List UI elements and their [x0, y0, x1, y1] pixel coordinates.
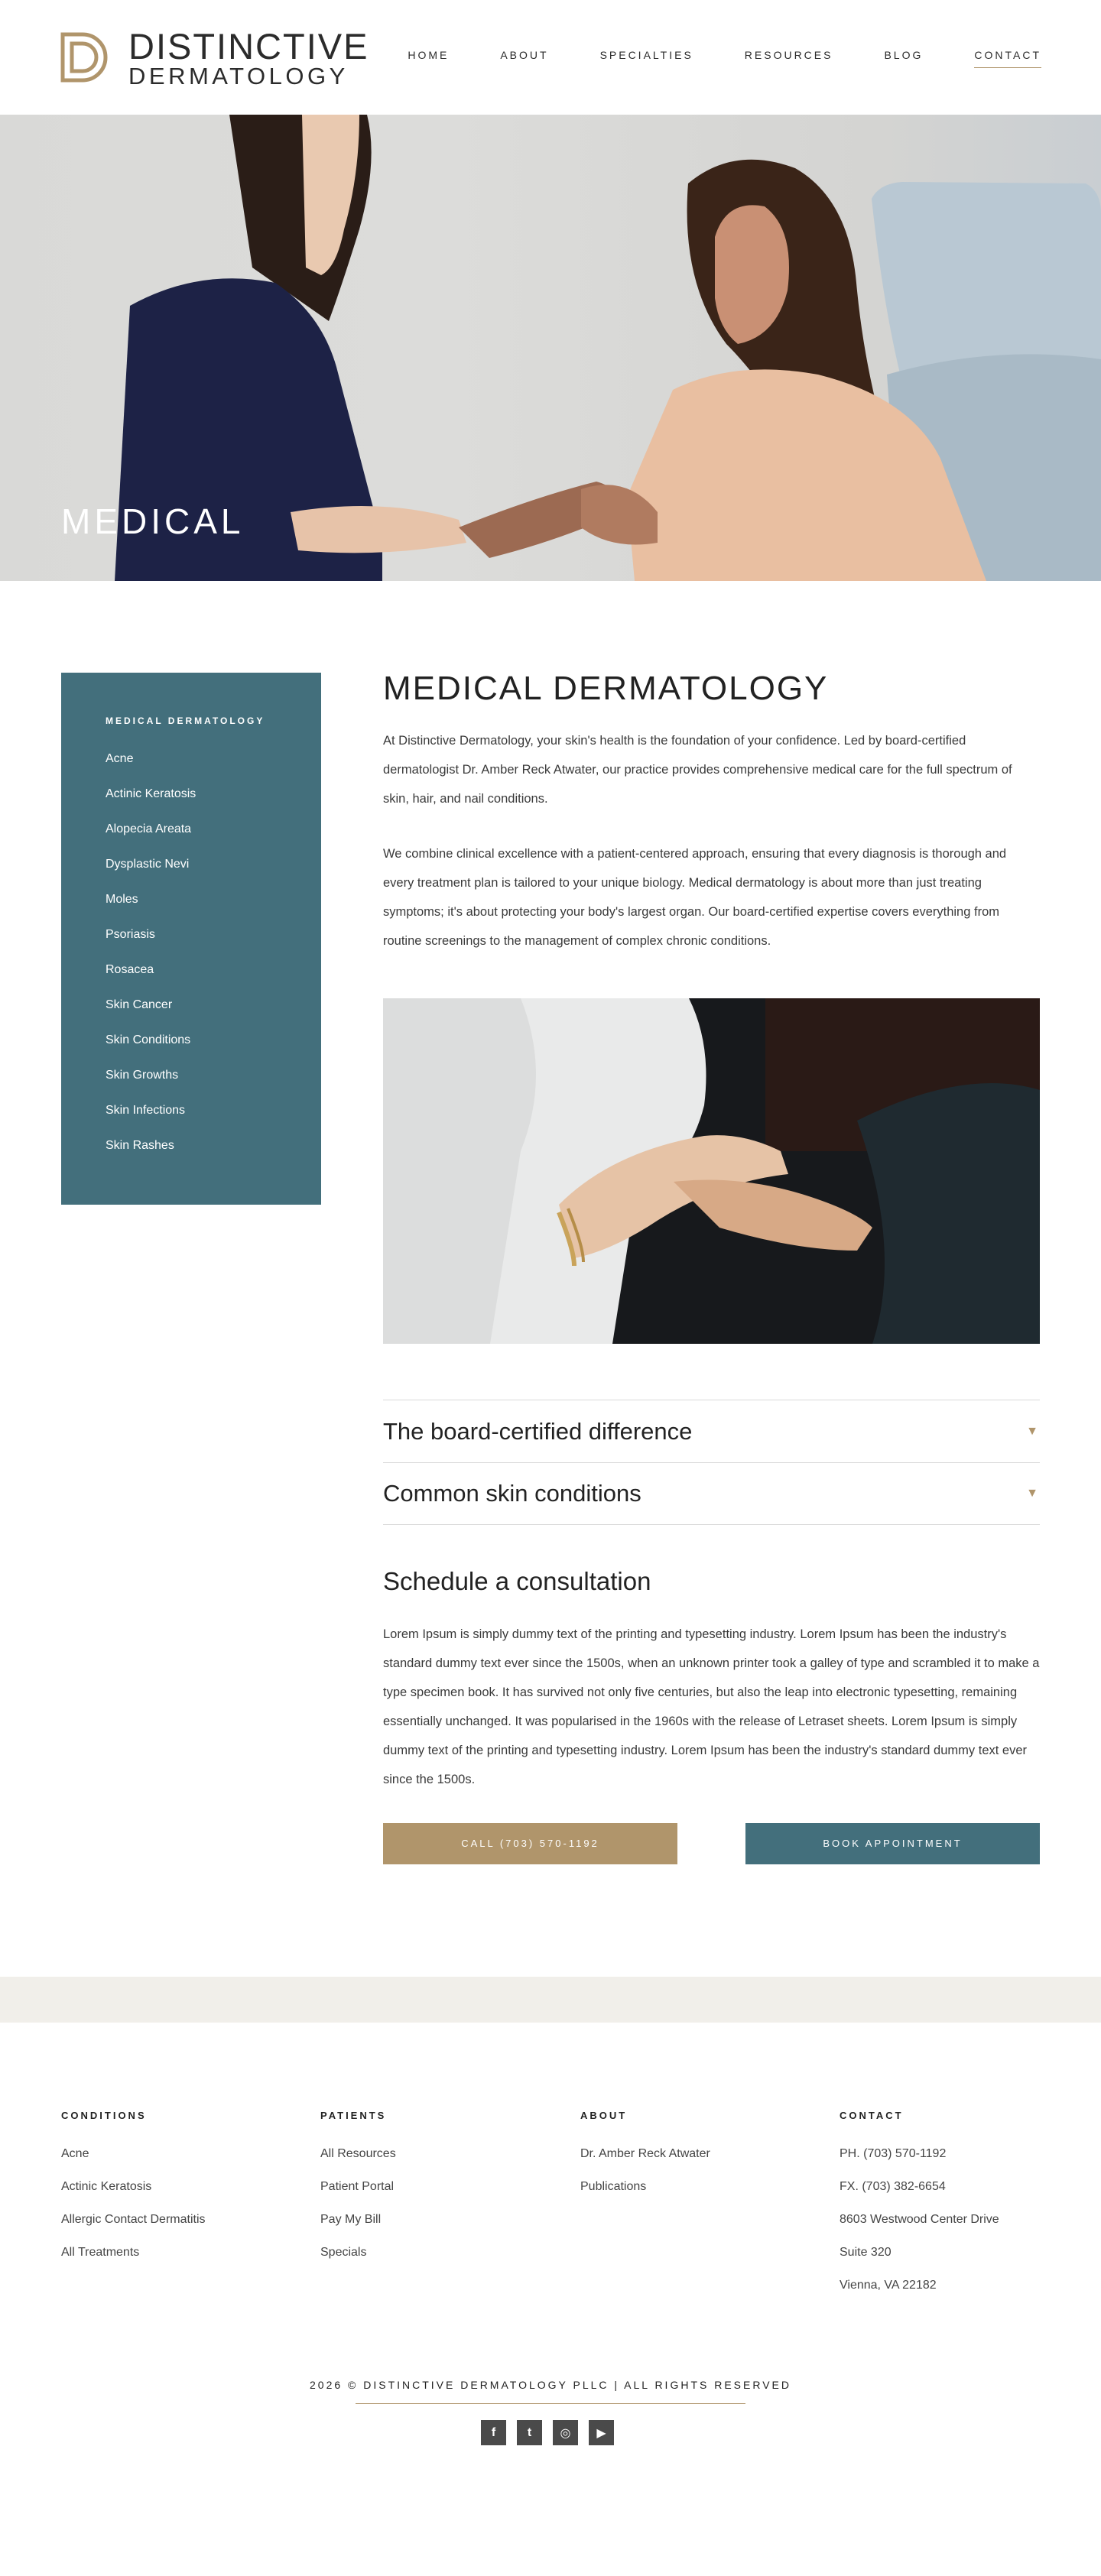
sidebar-item-actinic-keratosis[interactable]: Actinic Keratosis	[106, 787, 196, 800]
footer-link[interactable]: Acne	[61, 2147, 89, 2160]
chevron-down-icon: ▼	[1026, 1487, 1038, 1500]
accordion	[383, 1400, 1040, 1525]
intro-paragraph: At Distinctive Dermatology, your skin's health is the foundation of your confidence. Led by board-certified dermatologist Dr. Amber Reck Atwater, our practice provides comprehensive medical care for the full spectrum of skin, hair, and nail conditions.	[383, 734, 1012, 806]
nav-home[interactable]: HOME	[408, 49, 450, 61]
chevron-down-icon: ▼	[1026, 1424, 1038, 1438]
footer-link[interactable]: All Resources	[320, 2147, 396, 2160]
footer-link[interactable]: Allergic Contact Dermatitis	[61, 2213, 206, 2226]
youtube-icon[interactable]: ▶	[589, 2420, 614, 2445]
footer-heading: CONTACT	[840, 2110, 904, 2121]
footer-divider-band	[0, 1977, 1101, 2023]
call-button[interactable]: CALL (703) 570-1192	[383, 1823, 677, 1864]
sidebar-item-rosacea[interactable]: Rosacea	[106, 963, 154, 976]
schedule-heading: Schedule a consultation	[383, 1567, 651, 1595]
contact-address-suite: Suite 320	[840, 2246, 892, 2259]
accordion-title: The board-certified difference	[383, 1417, 693, 1445]
sidebar	[61, 673, 321, 1205]
footer-heading: ABOUT	[580, 2110, 628, 2121]
nav-specialties[interactable]: SPECIALTIES	[599, 49, 693, 61]
copyright: 2026 © DISTINCTIVE DERMATOLOGY PLLC | ALL RIGHTS RESERVED	[310, 2379, 791, 2391]
facebook-icon[interactable]: f	[481, 2420, 506, 2445]
logo-mark-icon	[60, 31, 112, 86]
sidebar-list	[106, 741, 321, 1163]
footer-about	[580, 2110, 810, 2213]
logo[interactable]	[60, 26, 369, 89]
footer-conditions	[61, 2110, 291, 2279]
copyright-divider	[356, 2403, 745, 2404]
schedule-body: Lorem Ipsum is simply dummy text of the printing and typesetting industry. Lorem Ipsum has been the industry's standard dummy text ever since the 1500s, when an unknown printer took a galley of type and scrambled it to make a type specimen book. It has survived not only five centuries, but also the leap into electronic typesetting, remaining essentially unchanged. It was popularised in the 1960s with the release of Letraset sheets. Lorem Ipsum is simply dummy text of the printing and typesetting industry. Lorem Ipsum has been the industry's standard dummy text ever since the 1500s.	[383, 1627, 1040, 1786]
hero-title: MEDICAL	[61, 501, 245, 541]
hero-banner	[0, 115, 1101, 581]
footer-link[interactable]: Actinic Keratosis	[61, 2180, 152, 2193]
accordion-item-common-conditions[interactable]	[383, 1462, 1040, 1525]
accordion-item-board-certified[interactable]	[383, 1400, 1040, 1462]
twitter-icon[interactable]: t	[517, 2420, 542, 2445]
sidebar-item-moles[interactable]: Moles	[106, 893, 138, 906]
sidebar-item-skin-rashes[interactable]: Skin Rashes	[106, 1139, 174, 1152]
contact-phone[interactable]: PH. (703) 570-1192	[840, 2147, 947, 2160]
instagram-icon[interactable]: ◎	[553, 2420, 578, 2445]
logo-line-2: DERMATOLOGY	[128, 63, 349, 89]
nav-blog[interactable]: BLOG	[884, 49, 924, 61]
accordion-title: Common skin conditions	[383, 1480, 641, 1507]
footer-heading: PATIENTS	[320, 2110, 387, 2121]
logo-line-1: DISTINCTIVE	[128, 26, 369, 67]
nav-resources[interactable]: RESOURCES	[744, 49, 833, 61]
site-footer	[0, 2023, 1101, 2576]
footer-contact	[840, 2110, 1069, 2312]
social-links	[481, 2420, 614, 2445]
site-header	[0, 0, 1101, 115]
page-title: MEDICAL DERMATOLOGY	[383, 670, 829, 707]
sidebar-item-skin-infections[interactable]: Skin Infections	[106, 1104, 186, 1117]
nav-about[interactable]: ABOUT	[500, 49, 549, 61]
footer-link[interactable]: All Treatments	[61, 2246, 140, 2259]
main-nav	[356, 49, 1041, 68]
book-appointment-button[interactable]: BOOK APPOINTMENT	[745, 1823, 1040, 1864]
sidebar-item-skin-growths[interactable]: Skin Growths	[106, 1069, 179, 1082]
footer-link[interactable]: Pay My Bill	[320, 2213, 382, 2226]
footer-link[interactable]: Patient Portal	[320, 2180, 395, 2193]
sidebar-item-skin-cancer[interactable]: Skin Cancer	[106, 998, 173, 1011]
sidebar-item-alopecia-areata[interactable]: Alopecia Areata	[106, 822, 192, 835]
footer-heading: CONDITIONS	[61, 2110, 147, 2121]
sidebar-title: MEDICAL DERMATOLOGY	[106, 715, 265, 726]
footer-link[interactable]: Dr. Amber Reck Atwater	[580, 2147, 710, 2160]
contact-fax: FX. (703) 382-6654	[840, 2180, 946, 2193]
schedule-section	[383, 1566, 1040, 1864]
contact-address-street: 8603 Westwood Center Drive	[840, 2213, 999, 2226]
consultation-photo	[383, 998, 1040, 1344]
main-content	[383, 670, 1040, 1849]
contact-address-city: Vienna, VA 22182	[840, 2279, 937, 2292]
sidebar-item-skin-conditions[interactable]: Skin Conditions	[106, 1033, 191, 1046]
sidebar-item-acne[interactable]: Acne	[106, 752, 134, 765]
footer-link[interactable]: Specials	[320, 2246, 367, 2259]
approach-paragraph: We combine clinical excellence with a patient-centered approach, ensuring that every diagnosis is thorough and every treatment plan is tailored to your unique biology. Medical dermatology is about more than just treating symptoms; it's about protecting your body's largest organ. Our board-certified expertise covers everything from routine screenings to the management of complex chronic conditions.	[383, 847, 1007, 948]
sidebar-item-dysplastic-nevi[interactable]: Dysplastic Nevi	[106, 858, 190, 871]
footer-link[interactable]: Publications	[580, 2180, 647, 2193]
footer-patients	[320, 2110, 550, 2279]
sidebar-item-psoriasis[interactable]: Psoriasis	[106, 928, 155, 941]
nav-contact[interactable]: CONTACT	[974, 49, 1041, 68]
